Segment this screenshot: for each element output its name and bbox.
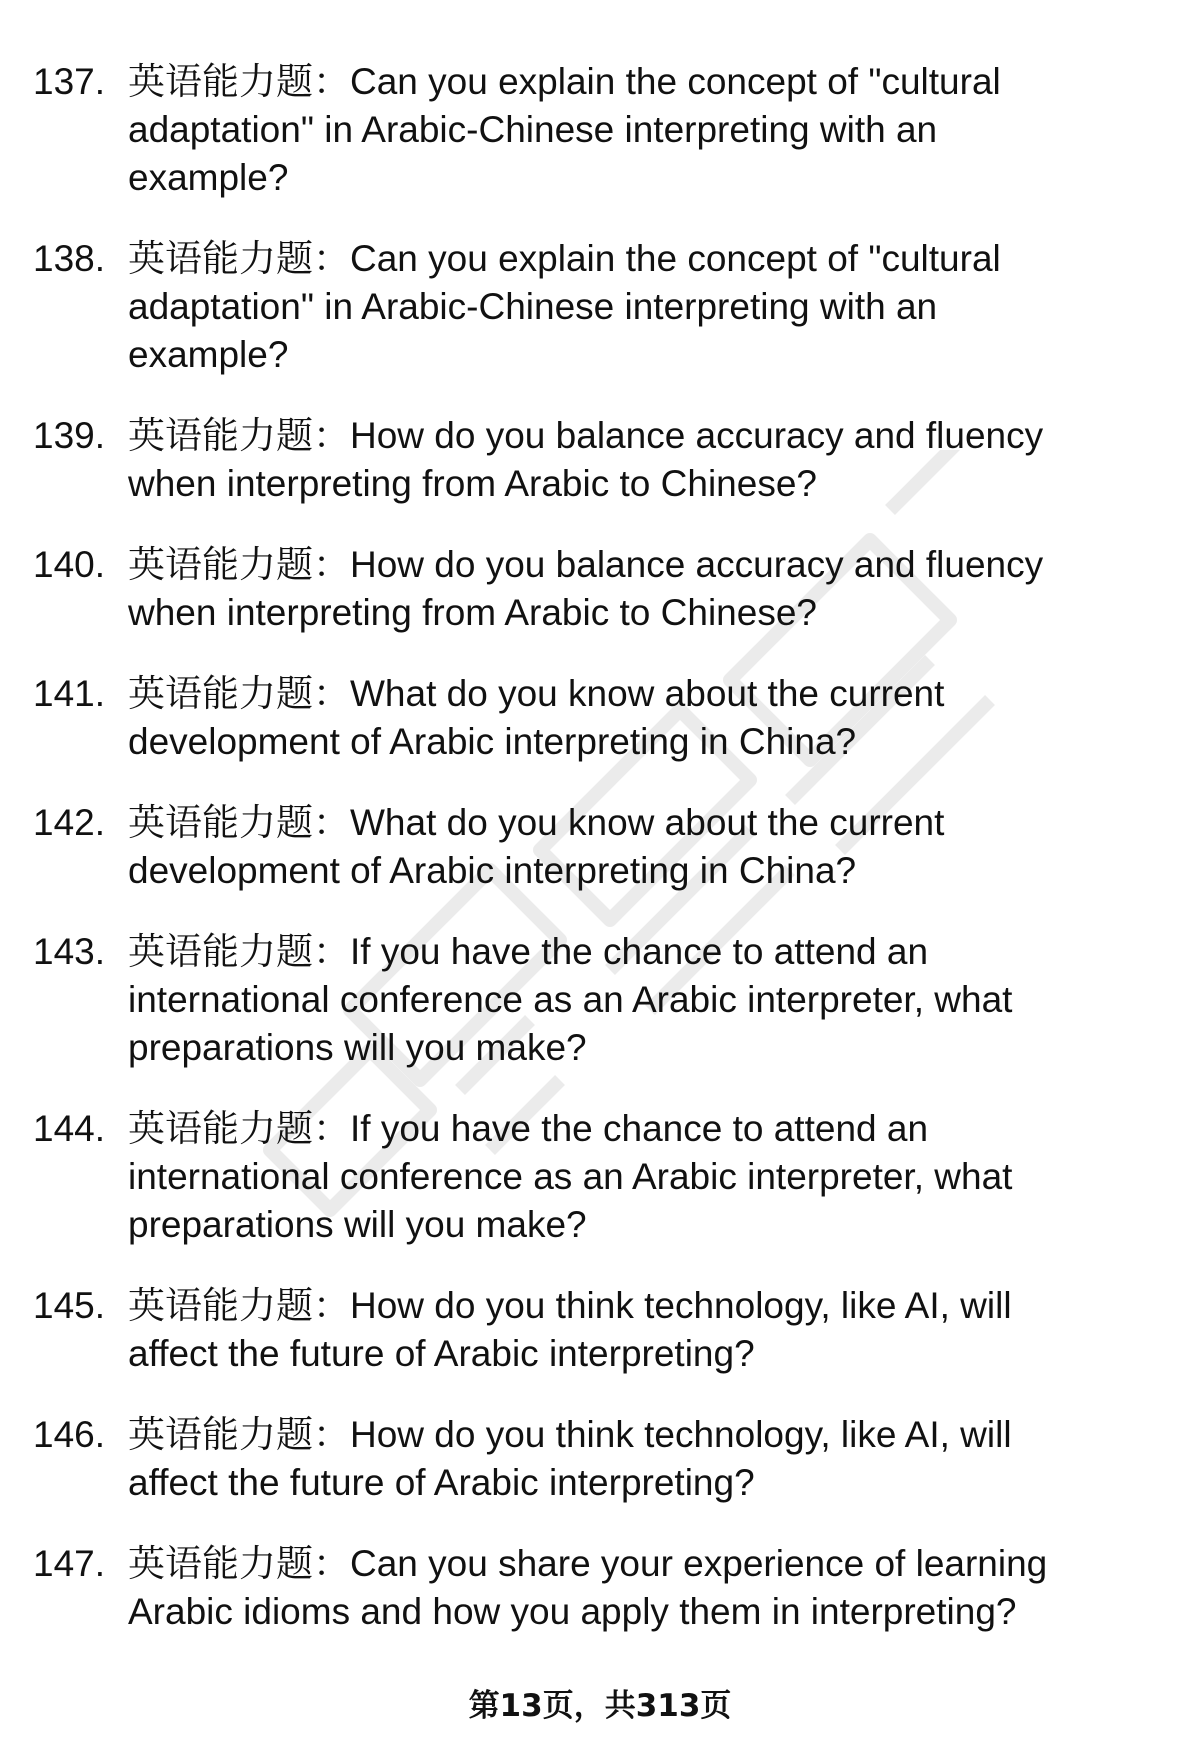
question-list (0, 58, 1200, 1669)
question-text: What do you know about the current development of Arabic interpreting in China? (128, 673, 945, 762)
question-text: If you have the chance to attend an international conference as an Arabic interpreter, what preparations will you make? (128, 1108, 1013, 1245)
question-category-label: 英语能力题： (128, 1542, 350, 1585)
question-number: 145. (33, 1285, 106, 1326)
question-text: How do you think technology, like AI, will affect the future of Arabic interpreting? (128, 1285, 1012, 1374)
question-number: 137. (33, 61, 106, 102)
question-item (0, 235, 1200, 379)
question-category-label: 英语能力题： (128, 1284, 350, 1327)
question-item (0, 58, 1200, 202)
question-text: How do you balance accuracy and fluency when interpreting from Arabic to Chinese? (128, 415, 1044, 504)
question-number: 144. (33, 1108, 106, 1149)
question-item (0, 1282, 1200, 1378)
question-item (0, 670, 1200, 766)
question-number: 140. (33, 544, 106, 585)
question-item (0, 1411, 1200, 1507)
question-text: Can you explain the concept of "cultural adaptation" in Arabic-Chinese interpreting with an example? (128, 61, 1001, 198)
question-category-label: 英语能力题： (128, 1413, 350, 1456)
question-category-label: 英语能力题： (128, 543, 350, 586)
question-item (0, 1540, 1200, 1636)
question-number: 138. (33, 238, 106, 279)
question-category-label: 英语能力题： (128, 672, 350, 715)
question-text: How do you balance accuracy and fluency when interpreting from Arabic to Chinese? (128, 544, 1044, 633)
page-footer: 第13页，共313页 (468, 1688, 732, 1724)
question-item (0, 541, 1200, 637)
question-text: How do you think technology, like AI, will affect the future of Arabic interpreting? (128, 1414, 1012, 1503)
question-category-label: 英语能力题： (128, 60, 350, 103)
question-number: 141. (33, 673, 106, 714)
question-item (0, 412, 1200, 508)
question-item (0, 928, 1200, 1072)
question-category-label: 英语能力题： (128, 414, 350, 457)
question-number: 143. (33, 931, 106, 972)
question-text: Can you explain the concept of "cultural adaptation" in Arabic-Chinese interpreting with an example? (128, 238, 1001, 375)
question-category-label: 英语能力题： (128, 1107, 350, 1150)
question-text: Can you share your experience of learning Arabic idioms and how you apply them in interpreting? (128, 1543, 1048, 1632)
question-category-label: 英语能力题： (128, 237, 350, 280)
question-number: 146. (33, 1414, 106, 1455)
question-category-label: 英语能力题： (128, 801, 350, 844)
question-item (0, 799, 1200, 895)
question-number: 142. (33, 802, 106, 843)
question-text: If you have the chance to attend an international conference as an Arabic interpreter, what preparations will you make? (128, 931, 1013, 1068)
question-number: 139. (33, 415, 106, 456)
question-item (0, 1105, 1200, 1249)
question-category-label: 英语能力题： (128, 930, 350, 973)
question-number: 147. (33, 1543, 106, 1584)
question-text: What do you know about the current development of Arabic interpreting in China? (128, 802, 945, 891)
